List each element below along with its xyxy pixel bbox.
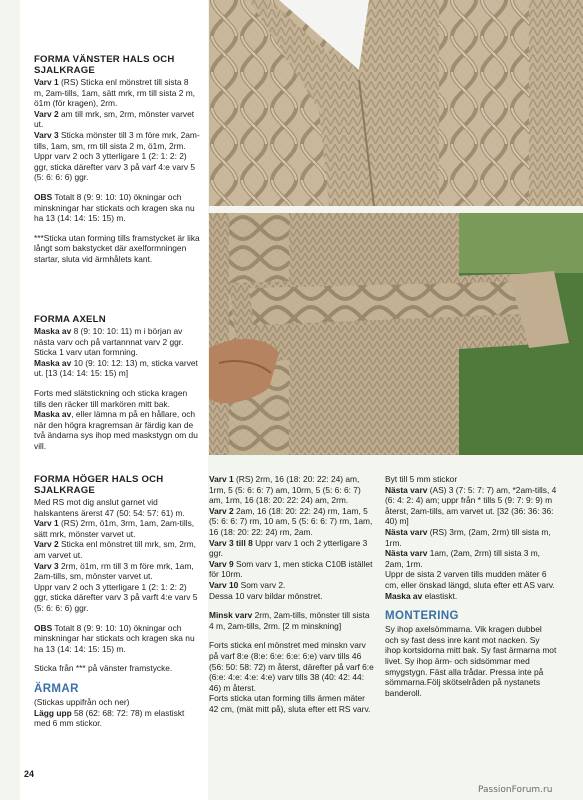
paragraph: OBS Totalt 8 (9: 9: 10: 10) ökningar och minskningar har stickats och kragen ska nu ha 13 (14: 14: 15: 15) m. bbox=[34, 622, 195, 654]
paragraph: Varv 2 am till mrk, sm, 2rm, mönster varvet ut. bbox=[34, 108, 195, 130]
paragraph: Varv 3 till 8 Uppr varv 1 och 2 ytterligare 3 ggr. bbox=[209, 537, 368, 559]
collar-illustration bbox=[209, 0, 583, 206]
paragraph: Maska av 8 (9: 10: 10: 11) m i början av nästa varv och på vartannnat varv 2 ggr. Sticka 1 varv utan formning. bbox=[34, 326, 184, 358]
paragraph: Minsk varv 2rm, 2am-tills, mönster till sista 4 m, 2am-tills, 2rm. [2 m minskning] bbox=[209, 610, 370, 631]
paragraph: Sy ihop axelsömmarna. Vik kragen dubbel och sy fast dess inre kant mot nacken. Sy ihop kortsidorna mitt bak. Sy fast ärmarna mot livet. Sy ihop ärm- och sidsömmar med smygstygn. Fäst alla trådar. Pressa inte på sömmarna.Följ skötselråden på nystanets banderoll. bbox=[385, 624, 557, 698]
paragraph: Maska av 10 (9: 10: 12: 13) m, sticka varvet ut. [13 (14: 14: 15: 15) m] bbox=[34, 357, 198, 379]
section-heading-shoulder: FORMA AXELN bbox=[34, 314, 106, 325]
paragraph: Forts med slätstickning och sticka kragen tills den räcker till markören mitt bak. bbox=[34, 387, 188, 409]
right-column bbox=[385, 474, 557, 707]
paragraph: Varv 10 Som varv 2. Dessa 10 varv bildar mönstret. bbox=[209, 579, 323, 601]
paragraph: Varv 2 Sticka enl mönstret till mrk, sm, 2rm, am varvet ut. bbox=[34, 539, 196, 560]
paragraph: Varv 3 Sticka mönster till 3 m före mrk, 2am-tills, 1am, sm, rm till sista 2 m, ö1m, 2rm. Uppr varv 2 och 3 ytterligare 1 (2: 1: 2: 2) ggr, sticka därefter varv 3 på varf 4:e varv 5 (5: 6: 6: 6) ggr. bbox=[34, 129, 200, 183]
knitted-collar-photo bbox=[209, 0, 583, 206]
paragraph: Maska av elastiskt. bbox=[385, 590, 458, 601]
paragraph: OBS Totalt 8 (9: 9: 10: 10) ökningar och minskningar har stickats och kragen ska nu ha 13 (14: 14: 15: 15) m. bbox=[34, 191, 195, 224]
section-heading-sleeves: ÄRMAR bbox=[34, 682, 79, 695]
paragraph: Nästa varv (RS) 3rm, (2am, 2rm) till sista m, 1rm. bbox=[385, 526, 551, 548]
paragraph: Forts sticka enl mönstret med minskn varv på varf 8:e (8:e: 6:e: 6:e: 6:e) varv tills 46 (56: 50: 58: 72) m återst, därefter på varf 6:e (6:e: 4:e: 4:e: 4:e) varv tills 38 (40: 42: 44: 46) m återst. Forts sticka utan forming tills ärmen mäter 42 cm, (mät mitt på), sluta efter ett RS varv. bbox=[209, 640, 374, 714]
section-heading-right-neck: FORMA HÖGER HALS OCH SJALKRAGE bbox=[34, 474, 164, 496]
paragraph: Nästa varv 1am, (2am, 2rm) till sista 3 m, 2am, 1rm. Uppr de sista 2 varven tills mudden mäter 6 cm, eller önskad längd, sluta efter ett AS varv. bbox=[385, 548, 555, 590]
paragraph: Varv 3 2rm, ö1m, rm till 3 m före mrk, 1am, 2am-tills, sm, mönster varvet ut. Uppr varv 2 och 3 ytterligare 1 (2: 1: 2: 2) ggr, sticka därefter varv 3 på varft 4:e varv 5 (5: 6: 6: 6) ggr. bbox=[34, 560, 198, 613]
paragraph: Sticka från *** på vänster framstycke. bbox=[34, 663, 173, 674]
paragraph: Varv 1 (RS) 2rm, ö1m, 3rm, 1am, 2am-tills, sätt mrk, mönster varvet ut. bbox=[34, 518, 195, 539]
paragraph: Med RS mot dig anslut garnet vid halskantens ärerst 47 (50: 54: 57: 61) m. bbox=[34, 497, 185, 518]
section-heading-assembly: MONTERING bbox=[385, 610, 459, 623]
left-column-bottom bbox=[34, 474, 200, 738]
left-column-middle bbox=[34, 314, 200, 461]
paragraph: Lägg upp 58 (62: 68: 72: 78) m elastiskt med 6 mm stickor. bbox=[34, 707, 185, 729]
paragraph: Varv 1 (RS) Sticka enl mönstret till sista 8 m, 2am-tills, 1am, sätt mrk, rm till sista 2 m, ö1m (för kragen), 2rm. bbox=[34, 77, 196, 109]
paragraph: Byt till 5 mm stickor bbox=[385, 474, 458, 484]
section-heading-left-neck: FORMA VÄNSTER HALS OCH SJALKRAGE bbox=[34, 54, 175, 76]
paragraph: Nästa varv (AS) 3 (7: 5: 7: 7) am, *2am-tills, 4 (6: 4: 2: 4) am; uppr från * tills 5 (9: 7: 9: 9) m återst, 2am-tills, am varvet ut. [32 (36: 36: 36: 40) m] bbox=[385, 484, 557, 527]
watermark: PassionForum.ru bbox=[478, 785, 553, 795]
middle-column bbox=[209, 474, 375, 723]
paragraph: Varv 2 2am, 16 (18: 20: 22: 24) rm, 1am, 5 (5: 6: 6: 7) rm, 10 am, 5 (5: 6: 6: 7) rm, 1am, 16 (18: 20: 22: 24) rm, 2am. bbox=[209, 505, 373, 537]
sleeve-illustration bbox=[209, 213, 583, 455]
knitted-sleeve-photo bbox=[209, 213, 583, 455]
paragraph: (Stickas uppifrån och ner) bbox=[34, 696, 130, 707]
page-number: 24 bbox=[24, 769, 35, 779]
paragraph: ***Sticka utan forming tills framstycket är lika långt som bakstycket där axelformningen startar, sluta vid ärmhålets kant. bbox=[34, 232, 200, 264]
paragraph: Varv 1 (RS) 2rm, 16 (18: 20: 22: 24) am, 1rm, 5 (5: 6: 6: 7) am, 10rm, 5 (5: 6: 6: 7) am, 1rm, 16 (18: 20: 22: 24) am, 2rm. bbox=[209, 474, 361, 506]
paragraph: Varv 9 Som varv 1, men sticka C10B istället för 10rm. bbox=[209, 558, 373, 580]
paragraph: Maska av, eller lämna m på en hållare, och när den högra kragremsan är färdig kan de två ändarna sys ihop med maskstygn om du vill. bbox=[34, 409, 198, 451]
left-column-top bbox=[34, 54, 200, 274]
